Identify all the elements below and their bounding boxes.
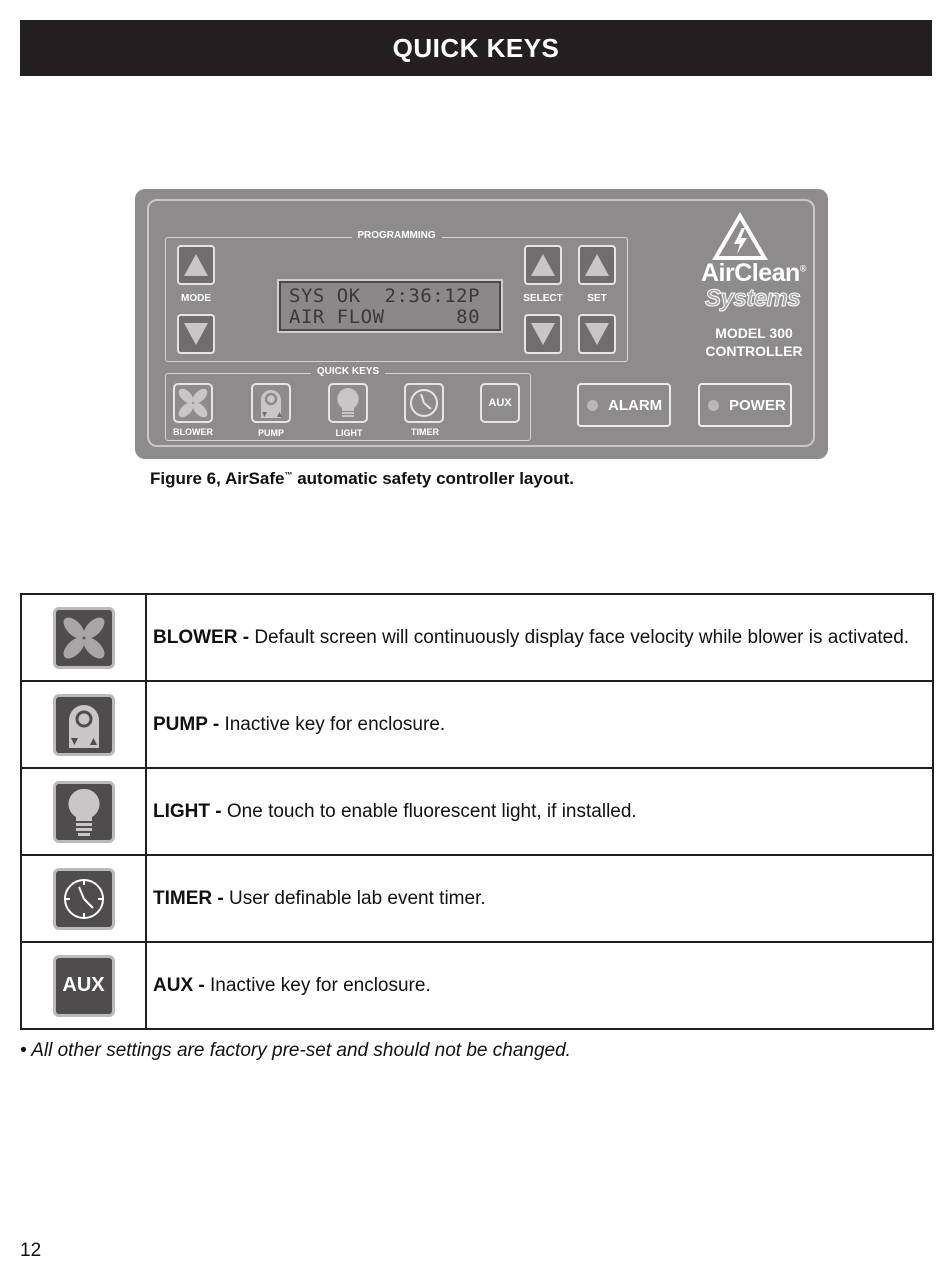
- quick-keys-table: [20, 593, 934, 1030]
- pump-key[interactable]: [251, 383, 291, 423]
- row-text: Inactive key for enclosure.: [219, 713, 446, 735]
- alarm-indicator-icon: [587, 400, 598, 411]
- row-term: AUX -: [153, 974, 205, 996]
- brand-name: [701, 259, 806, 288]
- table-row: [21, 768, 933, 855]
- caption-suffix: automatic safety controller layout.: [292, 469, 574, 488]
- mode-down-button[interactable]: [177, 314, 215, 354]
- fan-icon: [60, 614, 108, 662]
- aux-key-label: AUX: [488, 397, 512, 409]
- icon-cell: [21, 594, 146, 681]
- blower-key[interactable]: [173, 383, 213, 423]
- row-text: Inactive key for enclosure.: [204, 974, 431, 996]
- timer-key[interactable]: [404, 383, 444, 423]
- row-text: User definable lab event timer.: [223, 887, 486, 909]
- controller-figure: [135, 189, 828, 459]
- bulb-icon: [66, 787, 102, 837]
- description-cell: [146, 768, 933, 855]
- programming-label: PROGRAMMING: [351, 230, 441, 241]
- light-key-label: LIGHT: [335, 428, 363, 438]
- footnote: • All other settings are factory pre-set and should not be changed.: [20, 1040, 571, 1061]
- alarm-label: ALARM: [608, 396, 663, 414]
- table-row: [21, 594, 933, 681]
- select-label: SELECT: [523, 293, 563, 304]
- pump-tile: [53, 694, 115, 756]
- mode-up-button[interactable]: [177, 245, 215, 285]
- brand-name-text: AirClean: [701, 259, 800, 287]
- timer-key-label: TIMER: [411, 427, 439, 437]
- arrow-up-icon: [183, 252, 209, 278]
- fan-icon: [176, 386, 210, 420]
- pump-icon: [62, 700, 106, 750]
- arrow-up-icon: [584, 252, 610, 278]
- row-text: Default screen will continuously display face velocity while blower is activated.: [249, 626, 910, 648]
- page-number: 12: [20, 1240, 42, 1261]
- arrow-down-icon: [530, 321, 556, 347]
- lcd-line-1: SYS OK 2:36:12P: [289, 285, 481, 307]
- row-term: LIGHT -: [153, 800, 222, 822]
- brand-systems: Systems: [705, 285, 801, 312]
- brand-registered-mark: ®: [799, 263, 806, 274]
- aux-tile: [53, 955, 115, 1017]
- set-label: SET: [587, 293, 607, 304]
- mode-label: MODE: [181, 293, 211, 304]
- model-line-1: MODEL 300: [715, 325, 793, 341]
- description-cell: [146, 594, 933, 681]
- caption-prefix: Figure 6, AirSafe: [150, 469, 285, 488]
- light-key[interactable]: [328, 383, 368, 423]
- set-down-button[interactable]: [578, 314, 616, 354]
- aux-icon: AUX: [62, 974, 105, 996]
- row-term: PUMP -: [153, 713, 220, 735]
- description-cell: [146, 681, 933, 768]
- icon-cell: [21, 855, 146, 942]
- set-up-button[interactable]: [578, 245, 616, 285]
- model-label: [699, 324, 809, 360]
- table-row: [21, 942, 933, 1029]
- page-title: QUICK KEYS: [20, 20, 932, 76]
- description-cell: [146, 942, 933, 1029]
- alarm-button[interactable]: [577, 383, 671, 427]
- bulb-icon: [334, 386, 362, 420]
- high-voltage-warning-icon: [710, 210, 770, 262]
- row-text: One touch to enable fluorescent light, if installed.: [221, 800, 637, 822]
- controller-panel: [147, 199, 815, 447]
- model-line-2: CONTROLLER: [705, 343, 803, 359]
- description-cell: [146, 855, 933, 942]
- lcd-line-2: AIR FLOW 80: [289, 306, 481, 328]
- arrow-up-icon: [530, 252, 556, 278]
- quick-keys-label: QUICK KEYS: [311, 366, 385, 377]
- power-label: POWER: [729, 396, 786, 414]
- lcd-display: [277, 279, 503, 333]
- icon-cell: [21, 768, 146, 855]
- timer-tile: [53, 868, 115, 930]
- power-button[interactable]: [698, 383, 792, 427]
- table-row: [21, 855, 933, 942]
- icon-cell: [21, 681, 146, 768]
- blower-key-label: BLOWER: [173, 427, 213, 437]
- lcd-screen: [281, 283, 499, 329]
- clock-icon: [61, 876, 107, 922]
- pump-key-label: PUMP: [257, 428, 284, 438]
- blower-tile: [53, 607, 115, 669]
- power-indicator-icon: [708, 400, 719, 411]
- select-up-button[interactable]: [524, 245, 562, 285]
- arrow-down-icon: [584, 321, 610, 347]
- light-tile: [53, 781, 115, 843]
- pump-icon: [255, 386, 287, 420]
- icon-cell: [21, 942, 146, 1029]
- row-term: TIMER -: [153, 887, 224, 909]
- clock-icon: [408, 387, 440, 419]
- figure-caption: [150, 469, 574, 489]
- arrow-down-icon: [183, 321, 209, 347]
- trademark-mark: ™: [284, 470, 293, 480]
- select-down-button[interactable]: [524, 314, 562, 354]
- row-term: BLOWER -: [153, 626, 250, 648]
- table-row: [21, 681, 933, 768]
- aux-key[interactable]: [480, 383, 520, 423]
